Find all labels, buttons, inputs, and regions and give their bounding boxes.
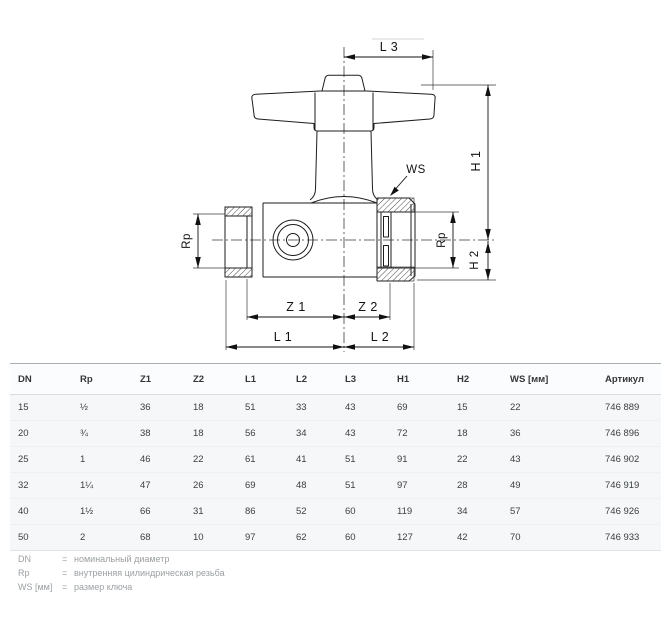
legend-term: WS [мм] xyxy=(18,582,53,592)
cell-h1: 91 xyxy=(397,454,408,465)
cell-l2: 41 xyxy=(296,454,307,465)
cell-z1: 38 xyxy=(140,428,151,439)
cell-l2: 52 xyxy=(296,506,307,517)
cell-l3: 43 xyxy=(345,402,356,413)
dim-label-h2: H 2 xyxy=(469,250,481,270)
cell-rp: 1 xyxy=(80,454,86,465)
table-header xyxy=(10,364,661,395)
cell-h1: 69 xyxy=(397,402,408,413)
left-socket xyxy=(225,207,252,277)
legend-equals: = xyxy=(62,568,68,578)
cell-l2: 48 xyxy=(296,480,307,491)
dim-label-l1: L 1 xyxy=(273,330,293,344)
cell-ws: 43 xyxy=(510,454,521,465)
extension-lines xyxy=(193,50,496,350)
cell-h2: 34 xyxy=(457,506,468,517)
dim-label-l3: L 3 xyxy=(379,40,399,54)
legend-term: DN xyxy=(18,554,31,564)
cell-l2: 34 xyxy=(296,428,307,439)
cell-h1: 97 xyxy=(397,480,408,491)
col-header-rp: Rp xyxy=(80,373,93,385)
table-row xyxy=(10,525,661,551)
legend-definition: внутренняя цилиндрическая резьба xyxy=(74,568,225,578)
table-header-row xyxy=(10,364,661,395)
cell-z2: 18 xyxy=(193,402,204,413)
union-nut-hatch-top xyxy=(377,198,414,212)
table-row xyxy=(10,395,661,421)
cell-l1: 69 xyxy=(245,480,256,491)
legend-definition: размер ключа xyxy=(74,582,133,592)
cell-ws: 49 xyxy=(510,480,521,491)
cell-z1: 46 xyxy=(140,454,151,465)
valve-stem-left xyxy=(310,131,317,200)
cell-article: 746 933 xyxy=(605,532,640,543)
dimension-arrowheads xyxy=(195,54,491,350)
col-header-l1: L1 xyxy=(245,373,257,385)
table-row xyxy=(10,421,661,447)
cell-z2: 18 xyxy=(193,428,204,439)
cell-l3: 51 xyxy=(345,480,356,491)
cell-z1: 47 xyxy=(140,480,151,491)
cell-l3: 51 xyxy=(345,454,356,465)
cell-h2: 42 xyxy=(457,532,468,543)
dim-label-rp-left: Rp xyxy=(181,233,193,249)
cell-dn: 50 xyxy=(18,532,29,543)
cell-rp: 1¼ xyxy=(80,480,94,491)
union-nut-slot-lower xyxy=(384,246,389,267)
cell-rp: 2 xyxy=(80,532,86,543)
dimension-lines xyxy=(198,57,488,347)
cell-article: 746 896 xyxy=(605,428,640,439)
cell-ws: 70 xyxy=(510,532,521,543)
handle-cap xyxy=(322,75,365,91)
cell-z1: 66 xyxy=(140,506,151,517)
table-row xyxy=(10,499,661,525)
centerlines xyxy=(212,47,497,352)
cell-dn: 32 xyxy=(18,480,29,491)
dim-label-l2: L 2 xyxy=(370,330,390,344)
col-header-h1: H1 xyxy=(397,373,410,385)
legend-equals: = xyxy=(62,554,68,564)
cell-l2: 33 xyxy=(296,402,307,413)
cell-dn: 20 xyxy=(18,428,29,439)
legend-equals: = xyxy=(62,582,68,592)
cell-rp: ½ xyxy=(80,402,88,413)
valve-stem-right xyxy=(371,131,378,200)
cell-l1: 97 xyxy=(245,532,256,543)
cell-z1: 68 xyxy=(140,532,151,543)
cell-h2: 18 xyxy=(457,428,468,439)
cell-l1: 61 xyxy=(245,454,256,465)
col-header-z2: Z2 xyxy=(193,373,205,385)
cell-dn: 25 xyxy=(18,454,29,465)
cell-h2: 28 xyxy=(457,480,468,491)
dim-label-z2: Z 2 xyxy=(358,300,378,314)
cell-l3: 43 xyxy=(345,428,356,439)
cell-h1: 127 xyxy=(397,532,413,543)
thread-hatching xyxy=(225,198,414,281)
union-nut-slot-upper xyxy=(384,217,389,238)
valve-body-outline xyxy=(225,75,435,281)
legend-row xyxy=(18,552,638,566)
cell-h1: 72 xyxy=(397,428,408,439)
cell-rp: 1½ xyxy=(80,506,94,517)
col-header-l2: L2 xyxy=(296,373,308,385)
dimensions-table xyxy=(10,363,661,551)
cell-article: 746 902 xyxy=(605,454,640,465)
dim-label-rp-right: Rp xyxy=(436,232,448,248)
cell-l3: 60 xyxy=(345,506,356,517)
table-row xyxy=(10,473,661,499)
cell-h2: 22 xyxy=(457,454,468,465)
cell-h2: 15 xyxy=(457,402,468,413)
dimensions-table-wrap xyxy=(10,363,661,551)
cell-h1: 119 xyxy=(397,506,413,517)
cell-l1: 86 xyxy=(245,506,256,517)
col-header-ws: WS [мм] xyxy=(510,373,549,385)
cell-ws: 36 xyxy=(510,428,521,439)
dim-label-h1: H 1 xyxy=(469,150,483,172)
cell-l3: 60 xyxy=(345,532,356,543)
legend xyxy=(18,552,638,594)
left-socket-hatch-bottom xyxy=(225,268,252,277)
cell-article: 746 889 xyxy=(605,402,640,413)
cell-l1: 56 xyxy=(245,428,256,439)
cell-z2: 26 xyxy=(193,480,204,491)
legend-row xyxy=(18,580,638,594)
cell-l1: 51 xyxy=(245,402,256,413)
union-nut-hatch-bottom xyxy=(377,267,414,281)
dim-label-z1: Z 1 xyxy=(286,300,306,314)
col-header-article: Артикул xyxy=(605,373,644,385)
cell-z1: 36 xyxy=(140,402,151,413)
cell-ws: 22 xyxy=(510,402,521,413)
cell-z2: 10 xyxy=(193,532,204,543)
cell-l2: 62 xyxy=(296,532,307,543)
cell-dn: 15 xyxy=(18,402,29,413)
cell-dn: 40 xyxy=(18,506,29,517)
cell-article: 746 919 xyxy=(605,480,640,491)
cell-z2: 22 xyxy=(193,454,204,465)
col-header-l3: L3 xyxy=(345,373,357,385)
table-row xyxy=(10,447,661,473)
legend-row xyxy=(18,566,638,580)
left-socket-hatch-top xyxy=(225,207,252,216)
cell-rp: ¾ xyxy=(80,428,88,439)
legend-term: Rp xyxy=(18,568,30,578)
table-body xyxy=(10,395,661,551)
legend-definition: номинальный диаметр xyxy=(74,554,170,564)
col-header-h2: H2 xyxy=(457,373,470,385)
cell-article: 746 926 xyxy=(605,506,640,517)
dim-label-ws: WS xyxy=(406,164,426,176)
col-header-dn: DN xyxy=(18,373,32,385)
cell-z2: 31 xyxy=(193,506,204,517)
cell-ws: 57 xyxy=(510,506,521,517)
handle-wings xyxy=(252,91,435,131)
col-header-z1: Z1 xyxy=(140,373,152,385)
